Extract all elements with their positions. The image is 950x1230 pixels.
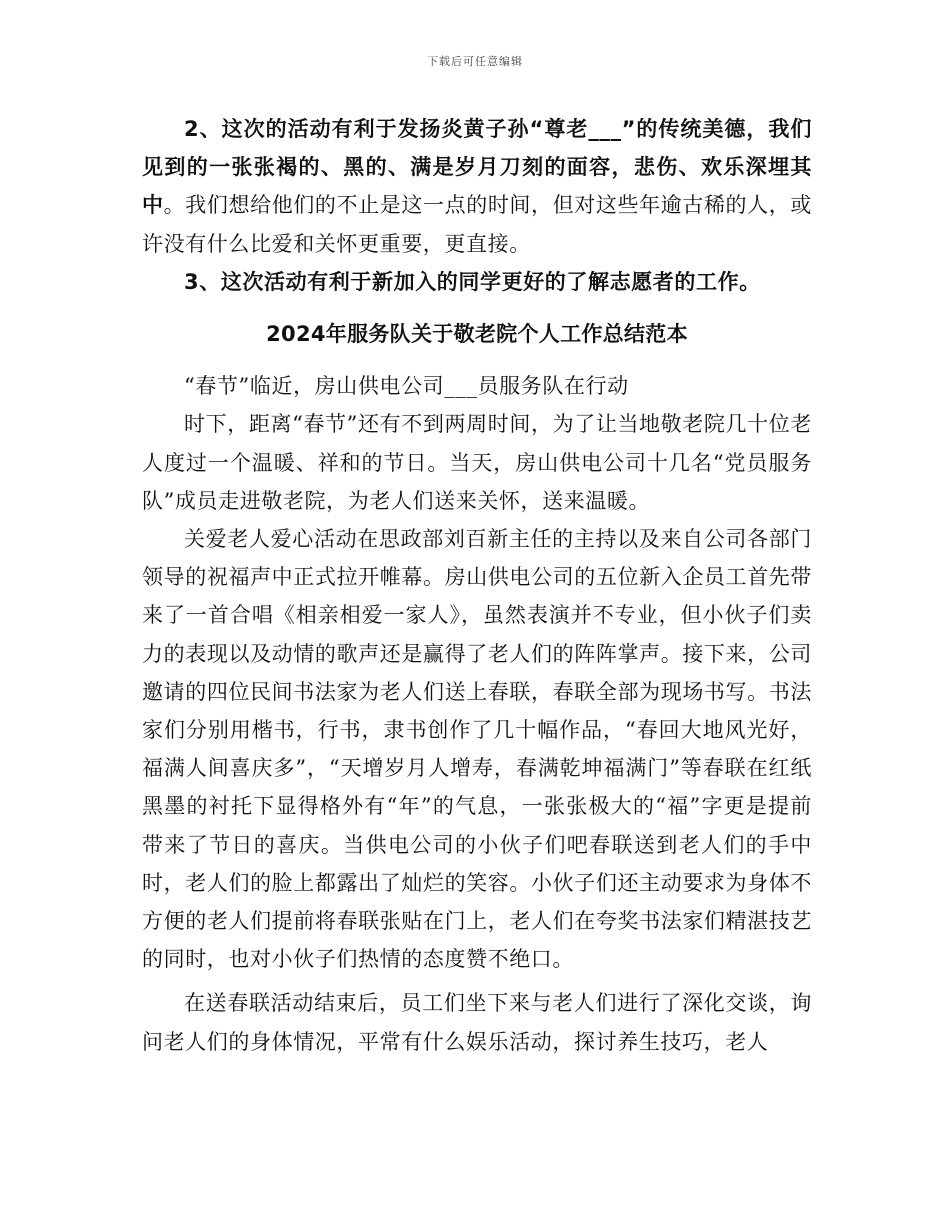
page-header: 下载后可任意编辑 bbox=[427, 55, 523, 68]
paragraph-4: 时下，距离“春节”还有不到两周时间，为了让当地敬老院几十位老人度过一个温暖、祥和的节日。当天，房山供电公司十几名“党员服务队”成员走进敬老院，为老人们送来关怀，送来温暖。 bbox=[142, 412, 812, 513]
document-body bbox=[142, 110, 812, 1061]
paragraph-3: “春节”临近，房山供电公司___员服务队在行动 bbox=[184, 374, 629, 399]
paragraph-2: 3、这次活动有利于新加入的同学更好的了解志愿者的工作。 bbox=[184, 269, 761, 294]
document-title: 2024年服务队关于敬老院个人工作总结范本 bbox=[266, 322, 688, 347]
paragraph-1 bbox=[142, 110, 812, 263]
paragraph-1-bold-text: 2、这次的活动有利于发扬炎黄子孙“尊老___”的传统美德，我们见到的一张张褐的、黑的、满是岁月刀刻的面容，悲伤、欢乐深埋其中 bbox=[142, 117, 812, 218]
paragraph-1-text: 。我们想给他们的不止是这一点的时间，但对这些年逾古稀的人，或许没有什么比爱和关怀更重要，更直接。 bbox=[142, 193, 812, 256]
paragraph-5: 关爱老人爱心活动在思政部刘百新主任的主持以及来自公司各部门领导的祝福声中正式拉开帷幕。房山供电公司的五位新入企员工首先带来了一首合唱《相亲相爱一家人》，虽然表演并不专业，但小伙子们卖力的表现以及动情的歌声还是赢得了老人们的阵阵掌声。接下来，公司邀请的四位民间书法家为老人们送上春联，春联全部为现场书写。书法家们分别用楷书，行书，隶书创作了几十幅作品，“春回大地风光好，福满人间喜庆多”，“天增岁月人增寿，春满乾坤福满门”等春联在红纸黑墨的衬托下显得格外有“年”的气息，一张张极大的“福”字更是提前带来了节日的喜庆。当供电公司的小伙子们吧春联送到老人们的手中时，老人们的脸上都露出了灿烂的笑容。小伙子们还主动要求为身体不方便的老人们提前将春联张贴在门上，老人们在夸奖书法家们精湛技艺的同时，也对小伙子们热情的态度赞不绝口。 bbox=[142, 527, 812, 972]
paragraph-6: 在送春联活动结束后，员工们坐下来与老人们进行了深化交谈，询问老人们的身体情况，平常有什么娱乐活动，探讨养生技巧，老人 bbox=[142, 991, 812, 1054]
